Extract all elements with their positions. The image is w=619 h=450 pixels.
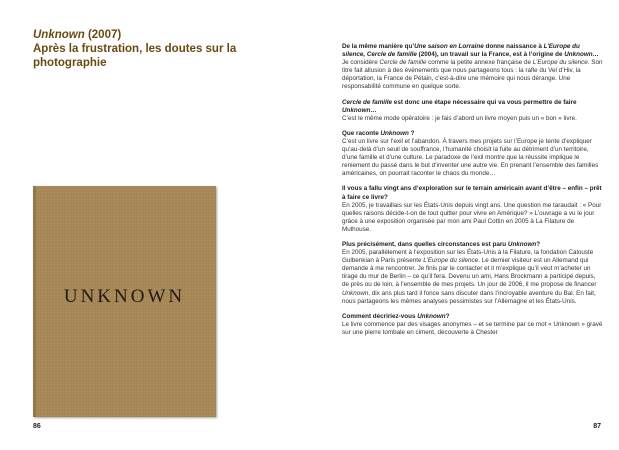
question: Il vous a fallu vingt ans d’exploration sur le terrain américain avant d’être – enfin – prêt à faire ce livre? [342,185,602,201]
page-number-right: 87 [593,423,601,430]
chapter-title [33,28,303,42]
chapter-subtitle: Après la frustration, les doutes sur la photographie [33,43,237,69]
right-page [310,0,619,450]
answer: C’est le même mode opératoire : je fais d’abord un livre moyen puis un « bon » livre. [342,114,577,122]
qa-block-1 [342,43,604,92]
interview-text [342,43,604,344]
chapter-heading [33,28,303,70]
qa-block-4 [342,185,604,234]
book-cover-image [33,186,216,417]
left-page [0,0,309,450]
page-number-left: 86 [33,423,41,430]
book-cover-title: UNKNOWN [63,286,186,307]
chapter-title-year: (2007) [84,29,122,41]
qa-block-3 [342,130,604,179]
qa-block-6 [342,313,604,337]
question: Cercle de famille est donc une étape nécessaire qui va vous permettre de faire Unknown… [342,98,577,114]
qa-block-5 [342,241,604,306]
answer: Le livre commence par des visages anonymes – et se termine par ce mot « Unknown » gravé sur une pierre tombale en ciment, découverte à Chester [342,320,603,336]
qa-block-2 [342,99,604,123]
answer: Je considère Cercle de famille comme la petite annexe française de L’Europe du silence. Son titre fait allusion à des événements que nous partageons tous : la rafle du Vel d’Hiv, la déportation, la France de Pétain, c’est-à-dire une mémoire qui nous dérange. Une responsabilité commune en quelque sorte. [342,59,603,91]
question: Plus précisément, dans quelles circonstances est paru Unknown? [342,240,541,248]
question: De la même manière qu’Une saison en Lorraine donne naissance à L’Europe du silence, Cercle de famille (2004), un travail sur la France, est à l’origine de Unknown… [342,43,599,59]
question: Comment décririez-vous Unknown? [342,312,450,320]
answer: En 2005, parallèlement à l’exposition sur les États-Unis à la Filature, la fondation Calouste Gulbenkian à Paris présente L’Europe du silence. Le dernier visiteur est un Allemand qui demande à me rencontrer. Je finis par le contacter et il m’explique qu’il veut m’acheter un tirage du mur de Berlin – ce qu’il fera. Devenu un ami, Hans Brockmann a participé depuis, de près ou de loin, à l’ensemble de mes projets. Un jour de 2006, il me propose de financer Unknown, dix ans plus tard il fonce sans discuter dans l’incroyable aventure du Bal. En fait, nous partageons les mêmes analyses pessimistes sur l’Allemagne et les États-Unis. [342,249,597,305]
question: Que raconte Unknown ? [342,129,415,137]
chapter-title-italic: Unknown [33,29,85,41]
answer: C’est un livre sur l’exil et l’abandon. À travers mes projets sur l’Europe je tente d’expliquer qu’au-delà d’un seuil de souffrance, l’humanité choisit la fuite au détriment d’un territoire, d’une famille et d’une culture. Le paradoxe de l’exil montre que la réussite implique le reniement du passé dans le but d’inventer une autre vie. En prenant l’ensemble des familles américaines, on pourrait raconter le chaos du monde… [342,137,599,178]
answer: En 2005, je travaillais sur les États-Unis depuis vingt ans. Une question me taraudait : « Pour quelles raisons décide-t-on de tout quitter pour vivre en Amérique? » L’ouvrage a vu le jour grâce à une exposition organisée par mon ami Paul Cottin en 2005 à La Filature de Mulhouse. [342,201,602,233]
